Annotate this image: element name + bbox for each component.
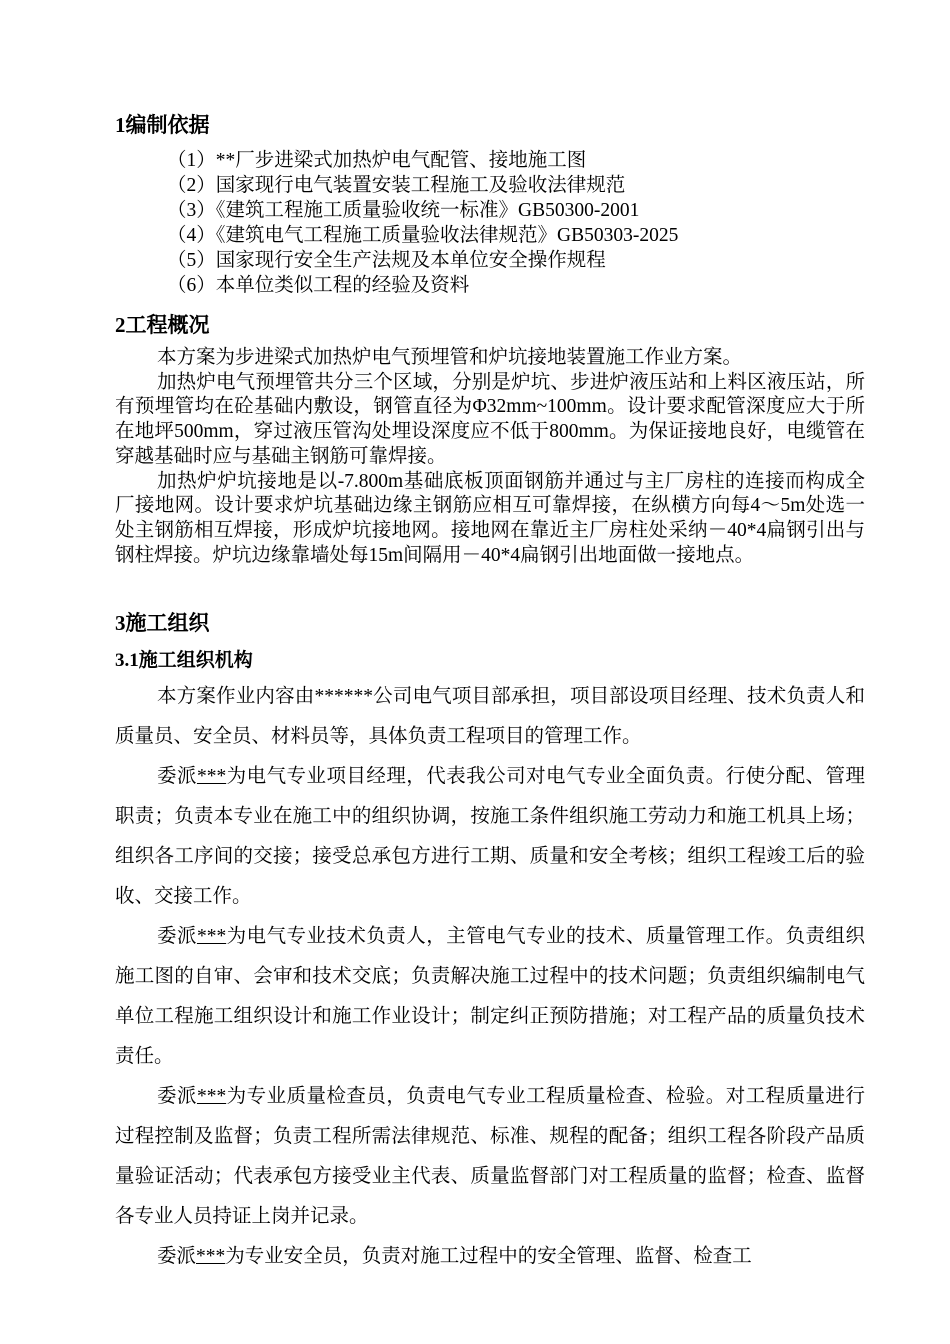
list-item: （3）《建筑工程施工质量验收统一标准》GB50300-2001 xyxy=(167,200,640,221)
text-run: 委派 xyxy=(157,926,197,947)
section-3 xyxy=(115,610,865,1277)
underlined-name: *** xyxy=(196,926,227,947)
text-run: 为专业质量检查员，负责电气专业工程质量检查、检验。对工程质量进行过程控制及监督；负责工程所需法律规范、标准、规程的配备；组织工程各阶段产品质量验证活动；代表承包方接受业主代表、质量监督部门对工程质量的监督；检查、监督各专业人员持证上岗并记录。 xyxy=(115,1086,865,1227)
paragraph xyxy=(115,917,865,1077)
underlined-name: *** xyxy=(196,1246,226,1267)
section-1 xyxy=(115,112,865,298)
text-run: 为专业安全员，负责对施工过程中的安全管理、监督、检查工 xyxy=(225,1246,752,1267)
paragraph: 本方案作业内容由******公司电气项目部承担，项目部设项目经理、技术负责人和质量员、安全员、材料员等，具体负责工程项目的管理工作。 xyxy=(115,686,865,747)
paragraph xyxy=(115,1077,865,1237)
paragraph: 加热炉炉坑接地是以-7.800m基础底板顶面钢筋并通过与主厂房柱的连接而构成全厂接地网。设计要求炉坑基础边缘主钢筋应相互可靠焊接，在纵横方向每4～5m处选一处主钢筋相互焊接，形成炉坑接地网。接地网在靠近主厂房柱处采纳－40*4扁钢引出与钢柱焊接。炉坑边缘靠墙处每15m间隔用－40*4扁钢引出地面做一接地点。 xyxy=(115,470,865,566)
subsection-heading: 3.1施工组织机构 xyxy=(115,650,253,671)
underlined-name: *** xyxy=(196,766,227,787)
section-body xyxy=(115,677,865,1277)
text-run: 为电气专业项目经理，代表我公司对电气专业全面负责。行使分配、管理职责；负责本专业在施工中的组织协调，按施工条件组织施工劳动力和施工机具上场；组织各工序间的交接；接受总承包方进行工期、质量和安全考核；组织工程竣工后的验收、交接工作。 xyxy=(115,766,865,907)
reference-list xyxy=(115,148,865,298)
paragraph: 本方案为步进梁式加热炉电气预埋管和炉坑接地装置施工作业方案。 xyxy=(157,347,743,368)
list-item: （2）国家现行电气装置安装工程施工及验收法律规范 xyxy=(167,175,626,196)
text-run: 委派 xyxy=(157,1246,197,1267)
list-item: （6）本单位类似工程的经验及资料 xyxy=(167,275,470,296)
section-2 xyxy=(115,312,865,568)
text-run: 为电气专业技术负责人，主管电气专业的技术、质量管理工作。负责组织施工图的自审、会审和技术交底；负责解决施工过程中的技术问题；负责组织编制电气单位工程施工组织设计和施工作业设计；制定纠正预防措施；对工程产品的质量负技术责任。 xyxy=(115,926,865,1067)
underlined-name: *** xyxy=(196,1086,227,1107)
section-heading: 1编制依据 xyxy=(115,113,210,137)
section-body xyxy=(115,346,865,568)
paragraph xyxy=(115,1237,865,1277)
list-item: （4）《建筑电气工程施工质量验收法律规范》GB50303-2025 xyxy=(167,225,679,246)
section-heading: 3施工组织 xyxy=(115,611,210,635)
section-heading: 2工程概况 xyxy=(115,313,210,337)
text-run: 委派 xyxy=(157,766,197,787)
text-run: 委派 xyxy=(157,1086,197,1107)
paragraph: 加热炉电气预埋管共分三个区域，分别是炉坑、步进炉液压站和上料区液压站，所有预埋管均在砼基础内敷设，钢管直径为Φ32mm~100mm。设计要求配管深度应大于所在地坪500mm，穿过液压管沟处埋设深度应不低于800mm。为保证接地良好，电缆管在穿越基础时应与基础主钢筋可靠焊接。 xyxy=(115,371,865,467)
list-item: （1）**厂步进梁式加热炉电气配管、接地施工图 xyxy=(167,150,587,171)
paragraph xyxy=(115,757,865,917)
list-item: （5）国家现行安全生产法规及本单位安全操作规程 xyxy=(167,250,606,271)
